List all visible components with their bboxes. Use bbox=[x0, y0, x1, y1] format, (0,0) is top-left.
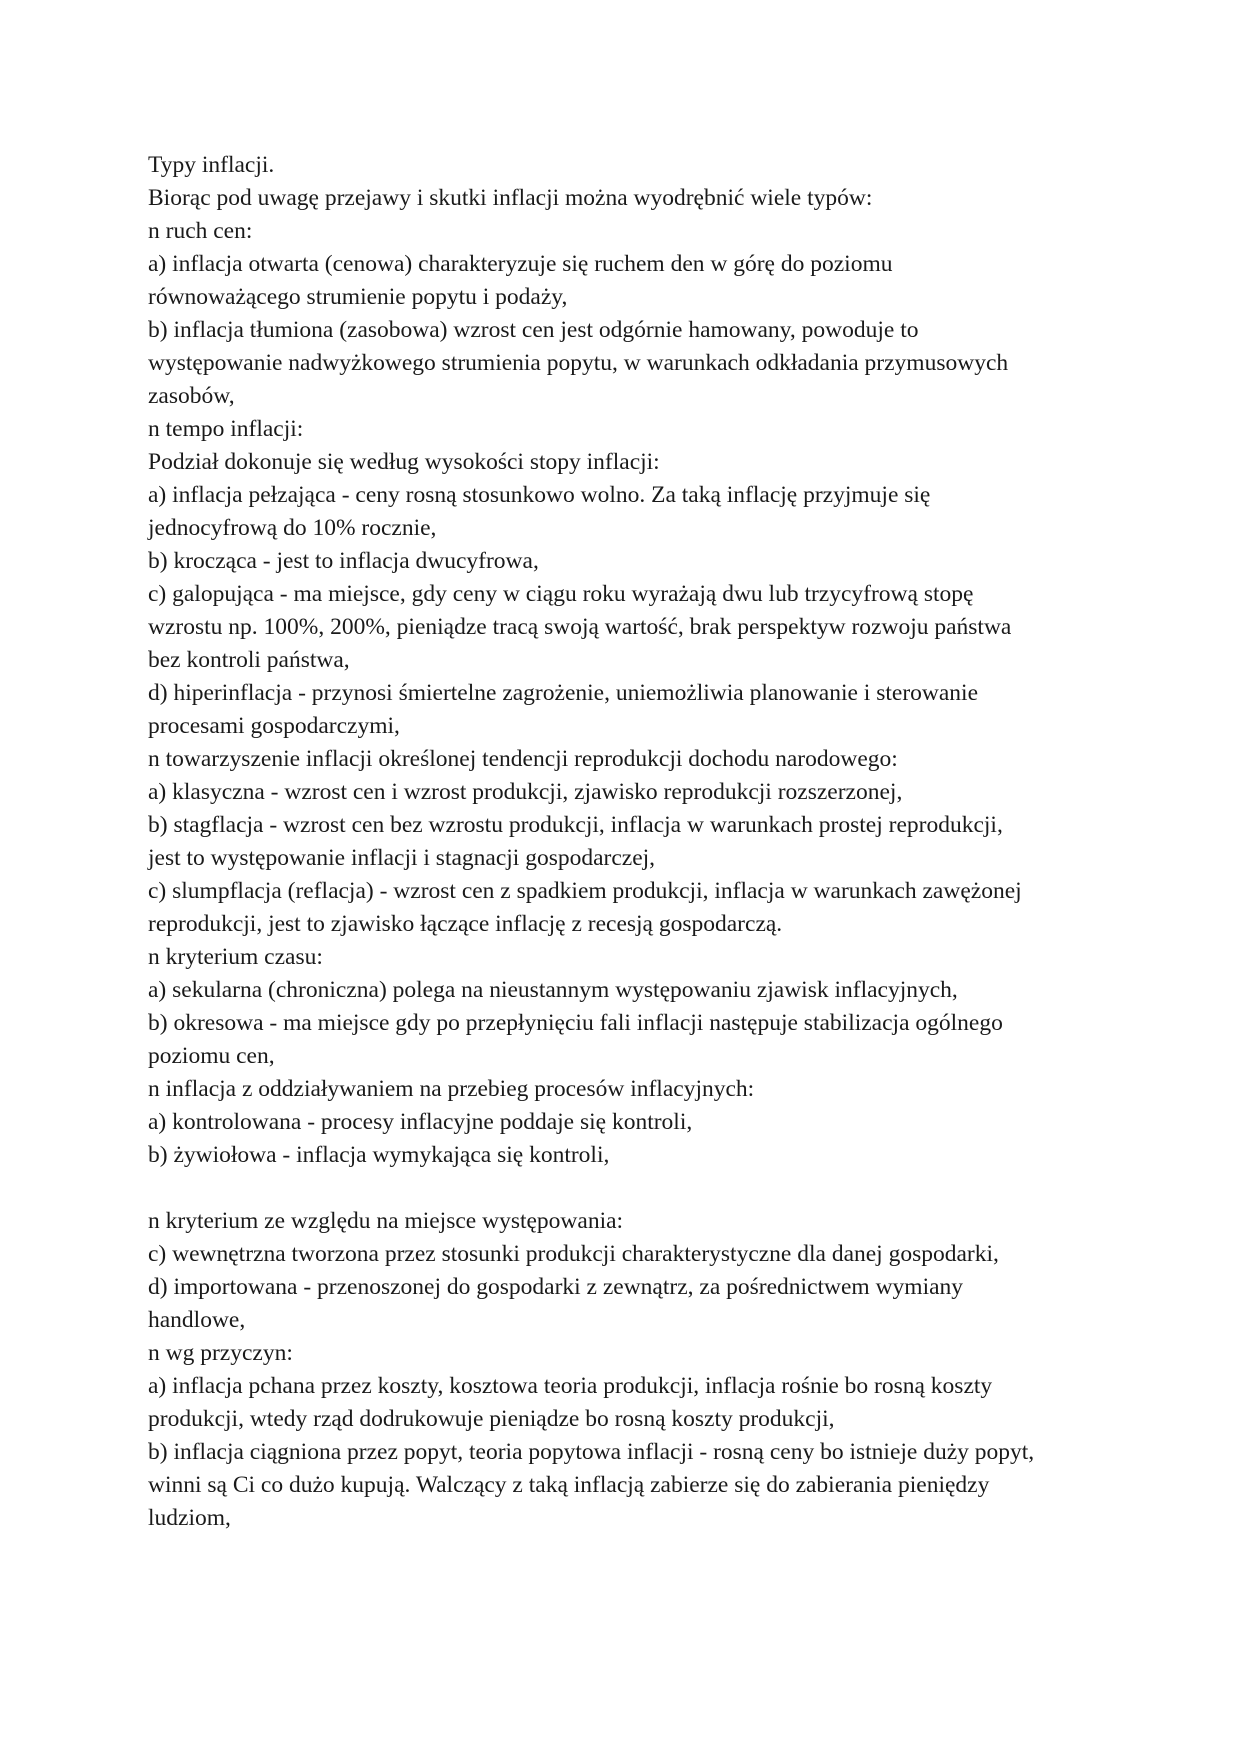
text-line: zasobów, bbox=[148, 383, 235, 409]
text-line: wzrostu np. 100%, 200%, pieniądze tracą swoją wartość, brak perspektyw rozwoju państwa bbox=[148, 614, 1012, 640]
text-line: a) klasyczna - wzrost cen i wzrost produkcji, zjawisko reprodukcji rozszerzonej, bbox=[148, 779, 903, 805]
text-line: d) hiperinflacja - przynosi śmiertelne zagrożenie, uniemożliwia planowanie i sterowanie bbox=[148, 680, 979, 706]
text-line: bez kontroli państwa, bbox=[148, 647, 350, 673]
text-line: c) wewnętrzna tworzona przez stosunki produkcji charakterystyczne dla danej gospodarki, bbox=[148, 1241, 999, 1267]
text-line: b) stagflacja - wzrost cen bez wzrostu produkcji, inflacja w warunkach prostej reprodukcji, bbox=[148, 812, 1003, 838]
text-line: b) żywiołowa - inflacja wymykająca się kontroli, bbox=[148, 1142, 610, 1168]
text-line: handlowe, bbox=[148, 1307, 246, 1333]
blank-line bbox=[148, 1172, 1098, 1205]
text-line: reprodukcji, jest to zjawisko łączące inflację z recesją gospodarczą. bbox=[148, 911, 783, 937]
text-line: b) inflacja tłumiona (zasobowa) wzrost cen jest odgórnie hamowany, powoduje to bbox=[148, 317, 919, 343]
text-line: a) inflacja pełzająca - ceny rosną stosunkowo wolno. Za taką inflację przyjmuje się bbox=[148, 482, 931, 508]
section-heading: n wg przyczyn: bbox=[148, 1340, 293, 1366]
text-line: ludziom, bbox=[148, 1505, 231, 1531]
text-line: równoważącego strumienie popytu i podaży, bbox=[148, 284, 568, 310]
text-line: winni są Ci co dużo kupują. Walczący z taką inflacją zabierze się do zabierania pieniędzy bbox=[148, 1472, 990, 1498]
text-line: produkcji, wtedy rząd dodrukowuje pieniądze bo rosną koszty produkcji, bbox=[148, 1406, 835, 1432]
text-line: występowanie nadwyżkowego strumienia popytu, w warunkach odkładania przymusowych bbox=[148, 350, 1009, 376]
text-line: d) importowana - przenoszonej do gospodarki z zewnątrz, za pośrednictwem wymiany bbox=[148, 1274, 964, 1300]
text-line: b) okresowa - ma miejsce gdy po przepłynięciu fali inflacji następuje stabilizacja ogólnego bbox=[148, 1010, 1003, 1036]
section-heading: n inflacja z oddziaływaniem na przebieg procesów inflacyjnych: bbox=[148, 1076, 755, 1102]
section-heading: n towarzyszenie inflacji określonej tendencji reprodukcji dochodu narodowego: bbox=[148, 746, 898, 772]
text-line: b) inflacja ciągniona przez popyt, teoria popytowa inflacji - rosną ceny bo istnieje duży popyt, bbox=[148, 1439, 1035, 1465]
section-heading: n tempo inflacji: bbox=[148, 416, 304, 442]
text-line: a) sekularna (chroniczna) polega na nieustannym występowaniu zjawisk inflacyjnych, bbox=[148, 977, 958, 1003]
document-title: Typy inflacji. bbox=[148, 152, 275, 178]
document-body bbox=[148, 149, 1098, 1535]
text-line: Podział dokonuje się według wysokości stopy inflacji: bbox=[148, 449, 660, 475]
text-line: Biorąc pod uwagę przejawy i skutki inflacji można wyodrębnić wiele typów: bbox=[148, 185, 873, 211]
section-heading: n kryterium czasu: bbox=[148, 944, 323, 970]
text-line: a) inflacja pchana przez koszty, kosztowa teoria produkcji, inflacja rośnie bo rosną koszty bbox=[148, 1373, 993, 1399]
text-line: b) krocząca - jest to inflacja dwucyfrowa, bbox=[148, 548, 539, 574]
text-line: jednocyfrową do 10% rocznie, bbox=[148, 515, 437, 541]
text-line: c) galopująca - ma miejsce, gdy ceny w ciągu roku wyrażają dwu lub trzycyfrową stopę bbox=[148, 581, 974, 607]
text-line: a) inflacja otwarta (cenowa) charakteryzuje się ruchem den w górę do poziomu bbox=[148, 251, 893, 277]
text-line: poziomu cen, bbox=[148, 1043, 275, 1069]
text-line: a) kontrolowana - procesy inflacyjne poddaje się kontroli, bbox=[148, 1109, 693, 1135]
section-heading: n ruch cen: bbox=[148, 218, 253, 244]
text-line: c) slumpflacja (reflacja) - wzrost cen z spadkiem produkcji, inflacja w warunkach zawężonej bbox=[148, 878, 1022, 904]
section-heading: n kryterium ze względu na miejsce występowania: bbox=[148, 1208, 624, 1234]
text-line: jest to występowanie inflacji i stagnacji gospodarczej, bbox=[148, 845, 656, 871]
text-line: procesami gospodarczymi, bbox=[148, 713, 400, 739]
